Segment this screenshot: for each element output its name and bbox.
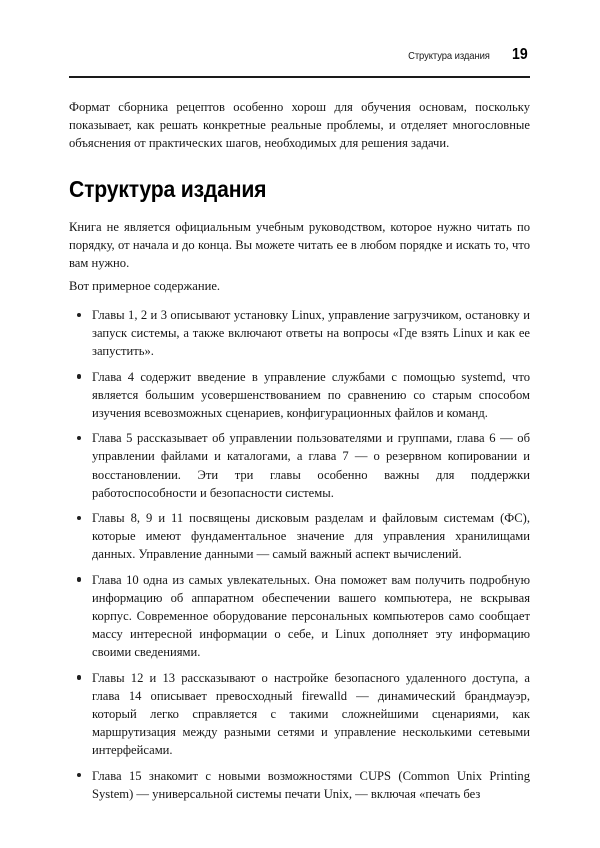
intro-paragraph: Формат сборника рецептов особенно хорош для обучения основам, поскольку показывает, как решать конкретные реальные проблемы, и отделяет многословные объяснения от практических шагов, необходимых для решения задачи. xyxy=(69,100,530,151)
list-item xyxy=(69,368,530,422)
chapter-summary-list xyxy=(69,306,530,810)
list-item xyxy=(69,571,530,661)
running-header xyxy=(69,46,530,64)
contents-lead-paragraph: Вот примерное содержание. xyxy=(69,279,221,293)
list-item xyxy=(69,509,530,563)
list-item xyxy=(69,429,530,501)
list-item-text: Глава 5 рассказывает об управлении пользователями и группами, глава 6 — об управлении файлами и каталогами, а глава 7 — о резервном копировании и восстановлении. Эти три главы особенно важны для поддержки работоспособности и безопасности системы. xyxy=(92,431,530,500)
header-rule-divider xyxy=(69,76,530,78)
bullet-icon xyxy=(77,313,81,317)
bullet-icon xyxy=(77,374,81,378)
bullet-icon xyxy=(77,516,81,520)
section-heading: Структура издания xyxy=(69,176,267,202)
list-item xyxy=(69,767,530,803)
bullet-icon xyxy=(77,675,81,679)
list-item-text: Главы 12 и 13 рассказывают о настройке безопасного удаленного доступа, а глава 14 описывает превосходный firewalld — динамический брандмауэр, который легко справляется с такими сложнейшими сценариями, как маршрутизация между разными сетями и управление несколькими сетевыми интерфейсами. xyxy=(92,670,530,758)
list-item-text: Глава 15 знакомит с новыми возможностями CUPS (Common Unix Printing System) — универсальной системы печати Unix, — включая «печать без xyxy=(92,768,530,801)
page-number: 19 xyxy=(512,46,528,63)
bullet-icon xyxy=(77,577,81,581)
list-item xyxy=(69,669,530,759)
lead-paragraph: Книга не является официальным учебным руководством, которое нужно читать по порядку, от начала и до конца. Вы можете читать ее в любом порядке и искать то, что вам нужно. xyxy=(69,220,530,271)
list-item-text: Главы 1, 2 и 3 описывают установку Linux, управление загрузчиком, остановку и запуск системы, а также включают ответы на вопросы «Где взять Linux и как ее запустить». xyxy=(92,308,530,359)
list-item-text: Глава 4 содержит введение в управление службами с помощью systemd, что является большим усовершенствованием по сравнению со старым способом изучения всевозможных сценариев, конфигурационных файлов и команд. xyxy=(92,369,530,420)
running-header-section-title: Структура издания xyxy=(408,50,491,62)
list-item xyxy=(69,306,530,360)
list-item-text: Глава 10 одна из самых увлекательных. Она поможет вам получить подробную информацию об аппаратном обеспечении вашего компьютера, не вскрывая корпус. Современное оборудование персональных компьютеров само сообщает массу интересной информации о себе, и Linux дополняет эту информацию своими сведениями. xyxy=(92,572,530,660)
bullet-icon xyxy=(77,436,81,440)
bullet-icon xyxy=(77,773,81,777)
list-item-text: Главы 8, 9 и 11 посвящены дисковым разделам и файловым системам (ФС), которые имеют фундаментальное значение для управления хранилищами данных. Управление данными — самый важный аспект вычислений. xyxy=(92,511,530,562)
